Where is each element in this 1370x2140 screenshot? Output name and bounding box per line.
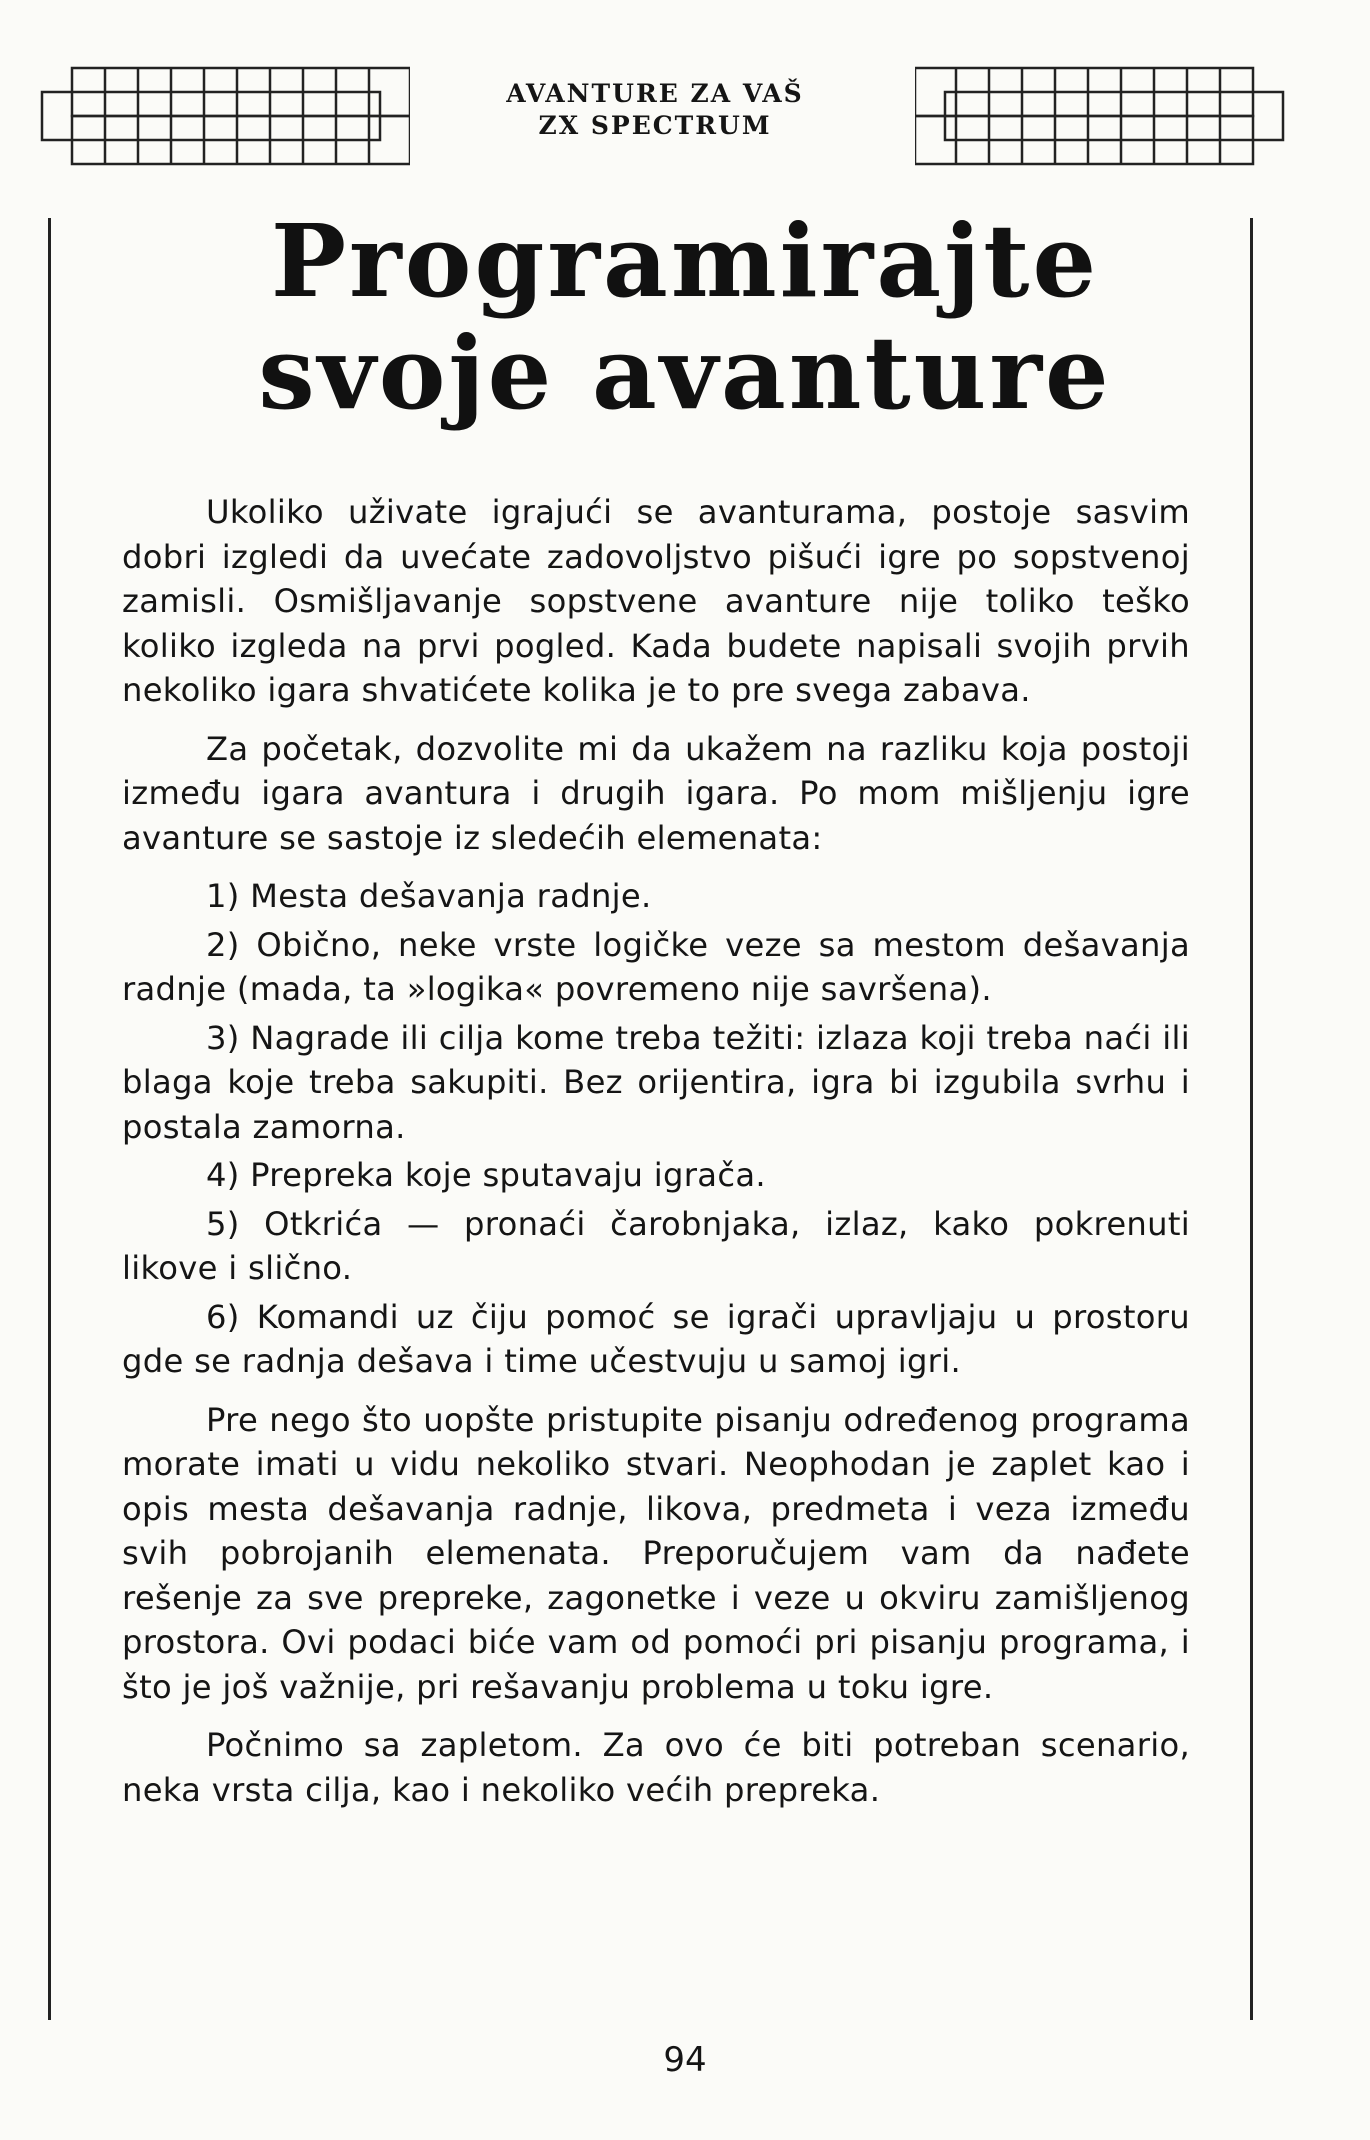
right-margin-rule: [1250, 218, 1253, 2020]
section-header-line2: ZX SPECTRUM: [538, 111, 772, 140]
page-title-line2: svoje avanture: [258, 314, 1112, 432]
list-item-3: 3) Nagrade ili cilja kome treba težiti: izlaza koji treba naći ili blaga koje treba sakupiti. Bez orijentira, igra bi izgubila svrhu i postala zamorna.: [122, 1018, 1190, 1146]
list-item-5: 5) Otkrića — pronaći čarobnjaka, izlaz, kako pokrenuti likove i slično.: [122, 1204, 1190, 1287]
list-item-4: 4) Prepreka koje sputavaju igrača.: [206, 1156, 766, 1194]
paragraph-plot: Počnimo sa zapletom. Za ovo će biti potreban scenario, neka vrsta cilja, kao i nekoliko većih prepreka.: [122, 1726, 1190, 1809]
paragraph-elements-intro: Za početak, dozvolite mi da ukažem na razliku koja postoji između igara avantura i drugih igara. Po mom mišljenju igre avanture se sastoje iz sledećih elemenata:: [122, 729, 1190, 857]
page-number: 94: [663, 2040, 707, 2080]
header-grid-left: [40, 62, 410, 172]
paragraph-intro: Ukoliko uživate igrajući se avanturama, postoje sasvim dobri izgledi da uvećate zadovoljstvo pišući igre po sopstvenoj zamisli. Osmišljavanje sopstvene avanture nije toliko teško koliko izgleda na prvi pogled. Kada budete napisali svojih prvih nekoliko igara shvatićete kolika je to pre svega zabava.: [122, 493, 1190, 709]
list-item-2: 2) Obično, neke vrste logičke veze sa mestom dešavanja radnje (mada, ta »logika« povremeno nije savršena).: [122, 925, 1190, 1008]
section-header: [395, 78, 915, 158]
section-header-line1: AVANTURE ZA VAŠ: [506, 79, 804, 108]
list-item-6: 6) Komandi uz čiju pomoć se igrači upravljaju u prostoru gde se radnja dešava i time učestvuju u samoj igri.: [122, 1297, 1190, 1380]
list-item-1: 1) Mesta dešavanja radnje.: [206, 877, 652, 915]
header-grid-right: [915, 62, 1285, 172]
page-title-line1: Programirajte: [270, 202, 1100, 320]
article-body: [122, 490, 1190, 1826]
paragraph-preparation: Pre nego što uopšte pristupite pisanju određenog programa morate imati u vidu nekoliko stvari. Neophodan je zaplet kao i opis mesta dešavanja radnje, likova, predmeta i veza između svih pobrojanih elemenata. Preporučujem vam da nađete rešenje za sve prepreke, zagonetke i veze u okviru zamišljenog prostora. Ovi podaci biće vam od pomoći pri pisanju programa, i što je još važnije, pri rešavanju problema u toku igre.: [122, 1400, 1190, 1706]
page-title: [170, 202, 1200, 432]
left-margin-rule: [48, 218, 51, 2020]
